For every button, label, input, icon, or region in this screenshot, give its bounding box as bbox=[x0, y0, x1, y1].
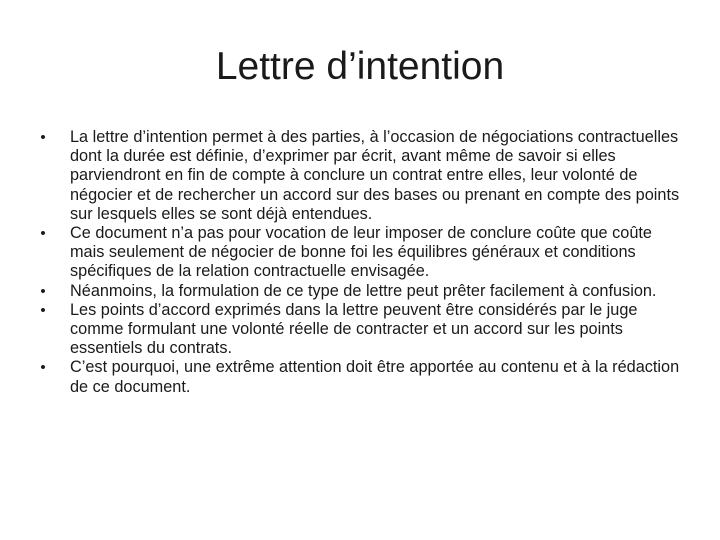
bullet-list bbox=[36, 128, 686, 397]
bullet-dot-icon: • bbox=[40, 282, 46, 300]
bullet-text: Les points d’accord exprimés dans la lettre peuvent être considérés par le juge comme formulant une volonté réelle de contracter et un accord sur les points essentiels du contrats. bbox=[70, 300, 638, 358]
bullet-dot-icon: • bbox=[40, 129, 46, 146]
slide-title: Lettre d’intention bbox=[215, 45, 505, 88]
bullet-dot-icon: • bbox=[40, 301, 46, 319]
bullet-item bbox=[36, 224, 686, 282]
bullet-text: Néanmoins, la formulation de ce type de lettre peut prêter facilement à confusion. bbox=[70, 281, 657, 300]
bullet-text: C’est pourquoi, une extrême attention doit être apportée au contenu et à la rédaction de ce document. bbox=[70, 358, 680, 396]
bullet-dot-icon: • bbox=[40, 359, 46, 377]
bullet-item bbox=[36, 301, 686, 359]
bullet-item bbox=[36, 358, 686, 396]
bullet-item bbox=[36, 128, 686, 224]
bullet-text: La lettre d’intention permet à des parties, à l’occasion de négociations contractuelles dont la durée est définie, d’exprimer par écrit, avant même de savoir si elles parviendront en fin de compte à conclure un contrat entre elles, leur volonté de négocier et de rechercher un accord sur des bases ou prenant en compte des points sur lesquels elles se sont déjà entendues. bbox=[70, 128, 680, 223]
bullet-item bbox=[36, 282, 686, 301]
bullet-dot-icon: • bbox=[40, 225, 46, 243]
bullet-text: Ce document n’a pas pour vocation de leur imposer de conclure coûte que coûte mais seulement de négocier de bonne foi les équilibres généraux et conditions spécifiques de la relation contractuelle envisagée. bbox=[70, 224, 652, 281]
